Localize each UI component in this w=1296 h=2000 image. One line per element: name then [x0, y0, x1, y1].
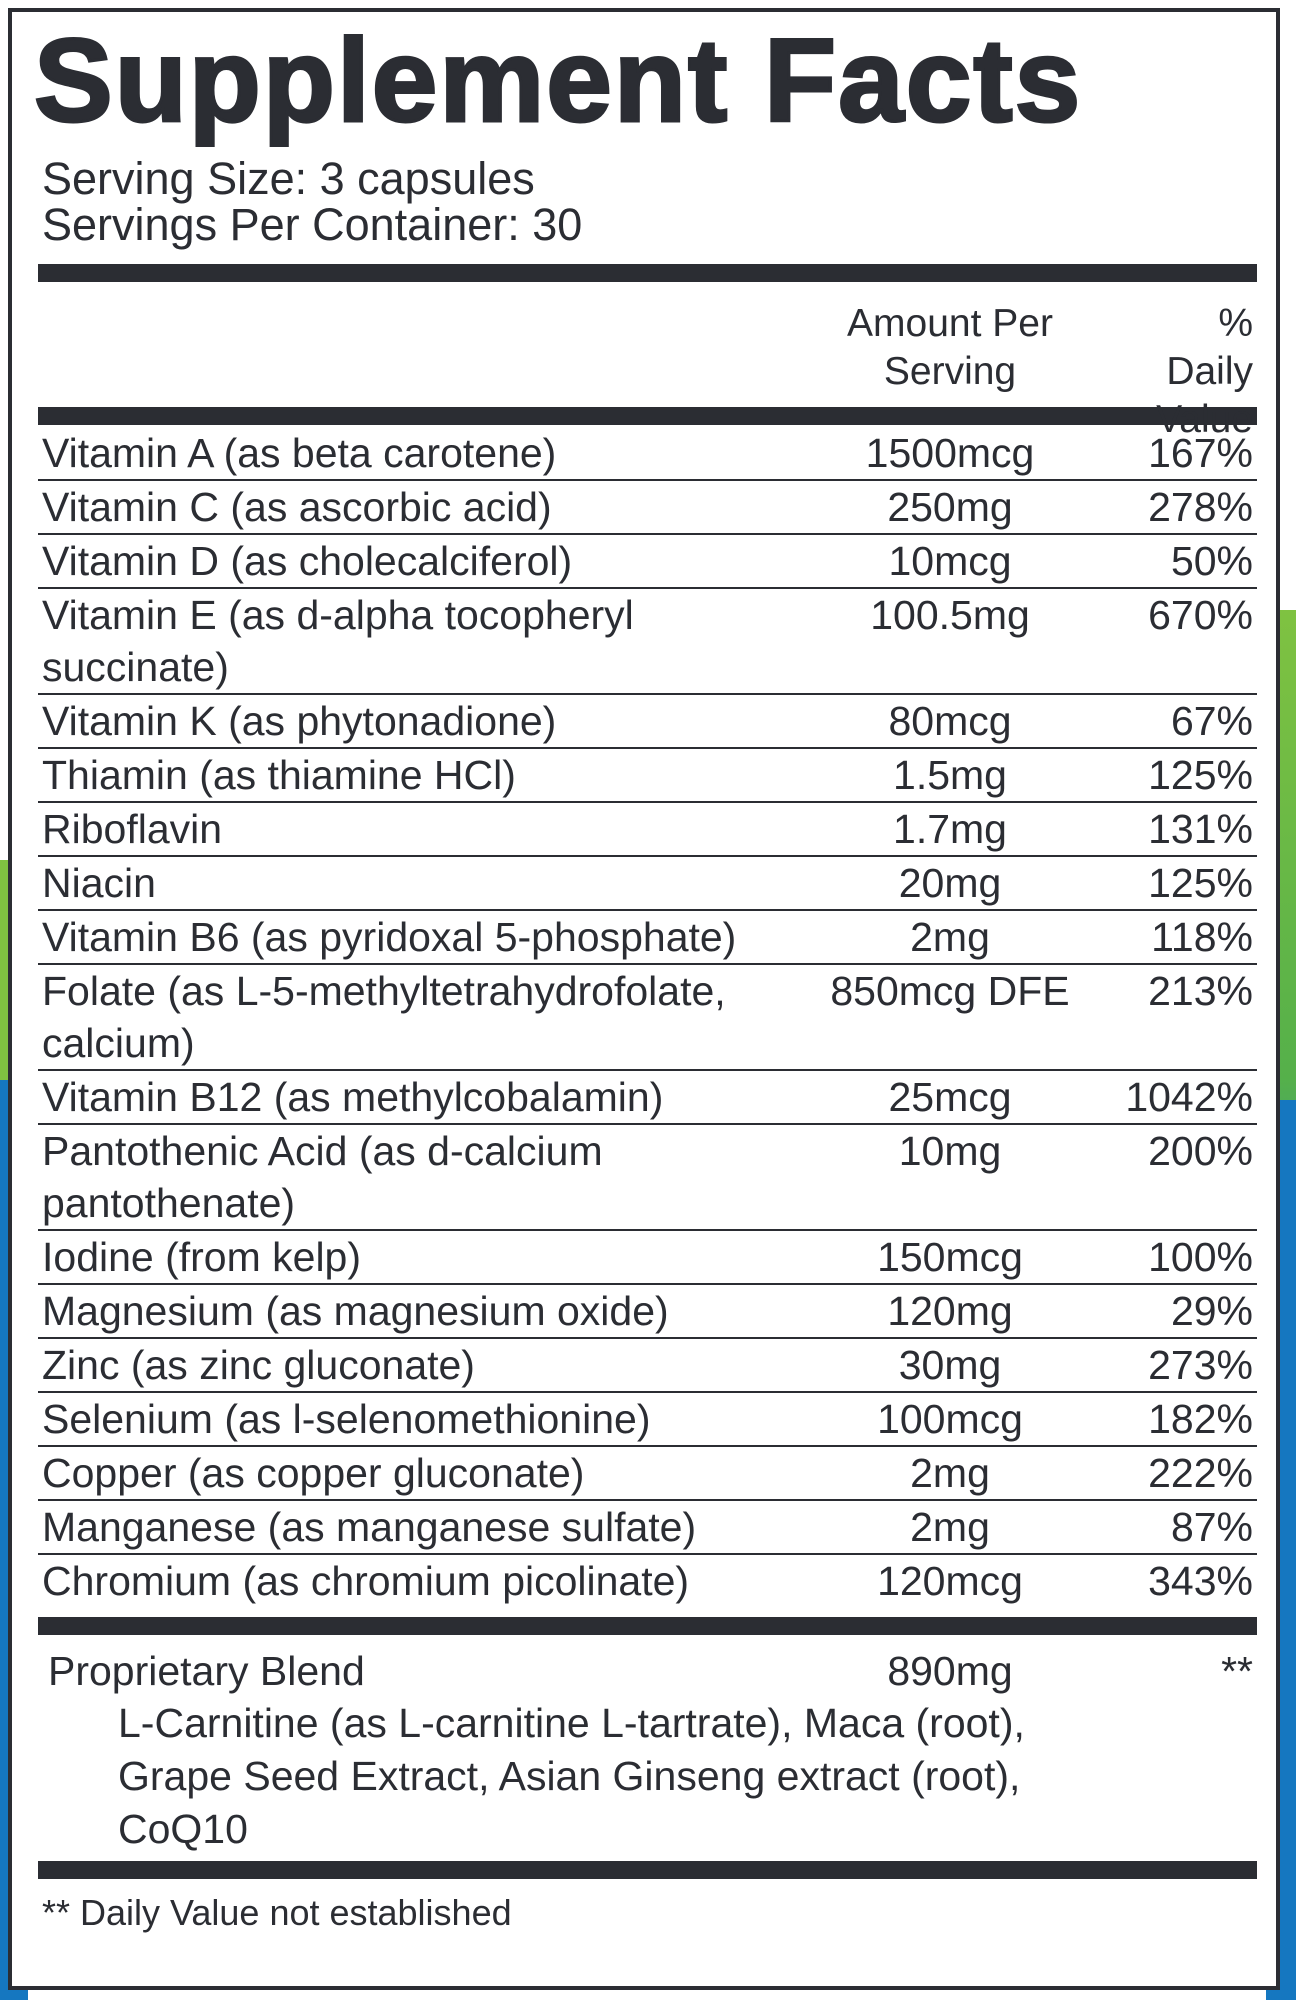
nutrient-row	[38, 1339, 1257, 1393]
divider-bar-bottom	[38, 1861, 1257, 1879]
nutrient-row	[38, 1501, 1257, 1555]
nutrient-name: Copper (as copper gluconate)	[42, 1450, 585, 1496]
nutrient-daily-value: 167%	[1148, 430, 1253, 476]
nutrient-name: Thiamin (as thiamine HCl)	[42, 752, 516, 798]
nutrient-daily-value: 50%	[1170, 538, 1253, 584]
proprietary-blend-section	[38, 1635, 1257, 1861]
nutrient-name: Riboflavin	[42, 806, 223, 852]
nutrient-amount: 1.5mg	[893, 752, 1007, 798]
nutrient-amount: 2mg	[910, 1450, 990, 1496]
nutrient-amount: 25mcg	[888, 1074, 1012, 1120]
column-header-daily-value	[1122, 282, 1257, 441]
nutrient-amount: 10mcg	[888, 538, 1012, 584]
nutrient-name: Manganese (as manganese sulfate)	[42, 1504, 697, 1550]
nutrient-daily-value: 87%	[1170, 1504, 1253, 1550]
nutrient-daily-value: 273%	[1148, 1342, 1253, 1388]
nutrient-row	[38, 803, 1257, 857]
nutrient-daily-value: 67%	[1170, 698, 1253, 744]
nutrient-row	[38, 1231, 1257, 1285]
nutrient-daily-value: 182%	[1148, 1396, 1253, 1442]
divider-bar-top	[38, 264, 1257, 282]
nutrient-amount: 850mcg DFE	[830, 968, 1070, 1014]
nutrient-row	[38, 589, 1257, 695]
nutrient-amount: 120mcg	[877, 1558, 1023, 1604]
dv-header-line1: % Daily	[1166, 302, 1253, 393]
nutrient-row	[38, 1447, 1257, 1501]
column-header-amount	[778, 282, 1122, 407]
nutrient-amount: 10mg	[898, 1128, 1002, 1174]
blend-row	[38, 1645, 1257, 1697]
nutrient-daily-value: 100%	[1148, 1234, 1253, 1280]
nutrient-row	[38, 1125, 1257, 1231]
column-header-name	[38, 282, 778, 407]
nutrient-row	[38, 965, 1257, 1071]
nutrient-amount: 1.7mg	[893, 806, 1007, 852]
nutrient-row	[38, 857, 1257, 911]
blend-daily-value: **	[1221, 1648, 1253, 1694]
nutrient-daily-value: 125%	[1148, 752, 1253, 798]
nutrient-daily-value: 670%	[1148, 592, 1253, 638]
nutrient-daily-value: 131%	[1148, 806, 1253, 852]
nutrient-row	[38, 911, 1257, 965]
nutrient-amount: 2mg	[910, 914, 990, 960]
amount-header-line1: Amount Per	[847, 302, 1053, 345]
nutrient-name: Vitamin B12 (as methylcobalamin)	[42, 1074, 664, 1120]
divider-bar-blend	[38, 1617, 1257, 1635]
nutrient-amount: 120mg	[887, 1288, 1013, 1334]
nutrient-daily-value: 213%	[1148, 968, 1253, 1014]
nutrient-row	[38, 481, 1257, 535]
footnote: ** Daily Value not established	[42, 1892, 512, 1933]
nutrient-daily-value: 343%	[1148, 1558, 1253, 1604]
nutrient-daily-value: 278%	[1148, 484, 1253, 530]
column-header-row	[38, 282, 1257, 441]
nutrient-row	[38, 535, 1257, 589]
nutrient-name: Selenium (as l-selenomethionine)	[42, 1396, 651, 1442]
nutrient-name: Magnesium (as magnesium oxide)	[42, 1288, 669, 1334]
nutrient-name: Vitamin A (as beta carotene)	[42, 430, 557, 476]
nutrient-row	[38, 427, 1257, 481]
nutrient-daily-value: 1042%	[1125, 1074, 1253, 1120]
nutrient-name: Iodine (from kelp)	[42, 1234, 362, 1280]
nutrient-amount: 2mg	[910, 1504, 990, 1550]
nutrient-row	[38, 1285, 1257, 1339]
nutrient-row	[38, 1555, 1257, 1607]
nutrient-daily-value: 118%	[1151, 914, 1253, 960]
nutrient-name: Vitamin D (as cholecalciferol)	[42, 538, 573, 584]
nutrient-amount: 20mg	[898, 860, 1002, 906]
nutrient-name: Vitamin E (as d-alpha tocopheryl succinate)	[42, 592, 634, 690]
nutrient-row	[38, 695, 1257, 749]
blend-amount: 890mg	[887, 1648, 1013, 1694]
nutrient-amount: 80mcg	[888, 698, 1012, 744]
dv-header-line2: Value	[1156, 398, 1253, 441]
blend-name: Proprietary Blend	[48, 1648, 365, 1694]
nutrient-daily-value: 222%	[1148, 1450, 1253, 1496]
nutrient-amount: 1500mcg	[865, 430, 1035, 476]
nutrient-name: Vitamin K (as phytonadione)	[42, 698, 557, 744]
nutrient-name: Vitamin C (as ascorbic acid)	[42, 484, 552, 530]
blend-ingredients: L-Carnitine (as L-carnitine L-tartrate), Maca (root), Grape Seed Extract, Asian Ginseng extract (root), CoQ10	[118, 1700, 1025, 1852]
amount-header-line2: Serving	[883, 350, 1017, 393]
nutrient-daily-value: 125%	[1148, 860, 1253, 906]
nutrient-daily-value: 200%	[1148, 1128, 1253, 1174]
nutrient-list	[38, 425, 1257, 1607]
divider-bar-header	[38, 407, 1257, 425]
panel-title: Supplement Facts	[34, 15, 1083, 147]
nutrient-amount: 30mg	[898, 1342, 1002, 1388]
serving-info	[38, 153, 1257, 250]
nutrient-row	[38, 1393, 1257, 1447]
servings-per-container: Servings Per Container: 30	[42, 199, 583, 250]
nutrient-amount: 250mg	[887, 484, 1013, 530]
nutrient-row	[38, 1071, 1257, 1125]
nutrient-name: Vitamin B6 (as pyridoxal 5-phosphate)	[42, 914, 737, 960]
nutrient-row	[38, 749, 1257, 803]
nutrient-amount: 100.5mg	[870, 592, 1030, 638]
serving-size: Serving Size: 3 capsules	[42, 153, 535, 204]
nutrient-daily-value: 29%	[1170, 1288, 1253, 1334]
nutrient-name: Folate (as L-5-methyltetrahydrofolate, calcium)	[42, 968, 726, 1066]
panel-content	[34, 12, 1257, 1933]
nutrient-name: Pantothenic Acid (as d-calcium pantothenate)	[42, 1128, 603, 1226]
nutrient-amount: 150mcg	[877, 1234, 1023, 1280]
nutrient-name: Zinc (as zinc gluconate)	[42, 1342, 475, 1388]
nutrient-name: Chromium (as chromium picolinate)	[42, 1558, 690, 1604]
nutrient-amount: 100mcg	[877, 1396, 1023, 1442]
supplement-facts-panel	[8, 8, 1280, 1990]
nutrient-name: Niacin	[42, 860, 156, 906]
